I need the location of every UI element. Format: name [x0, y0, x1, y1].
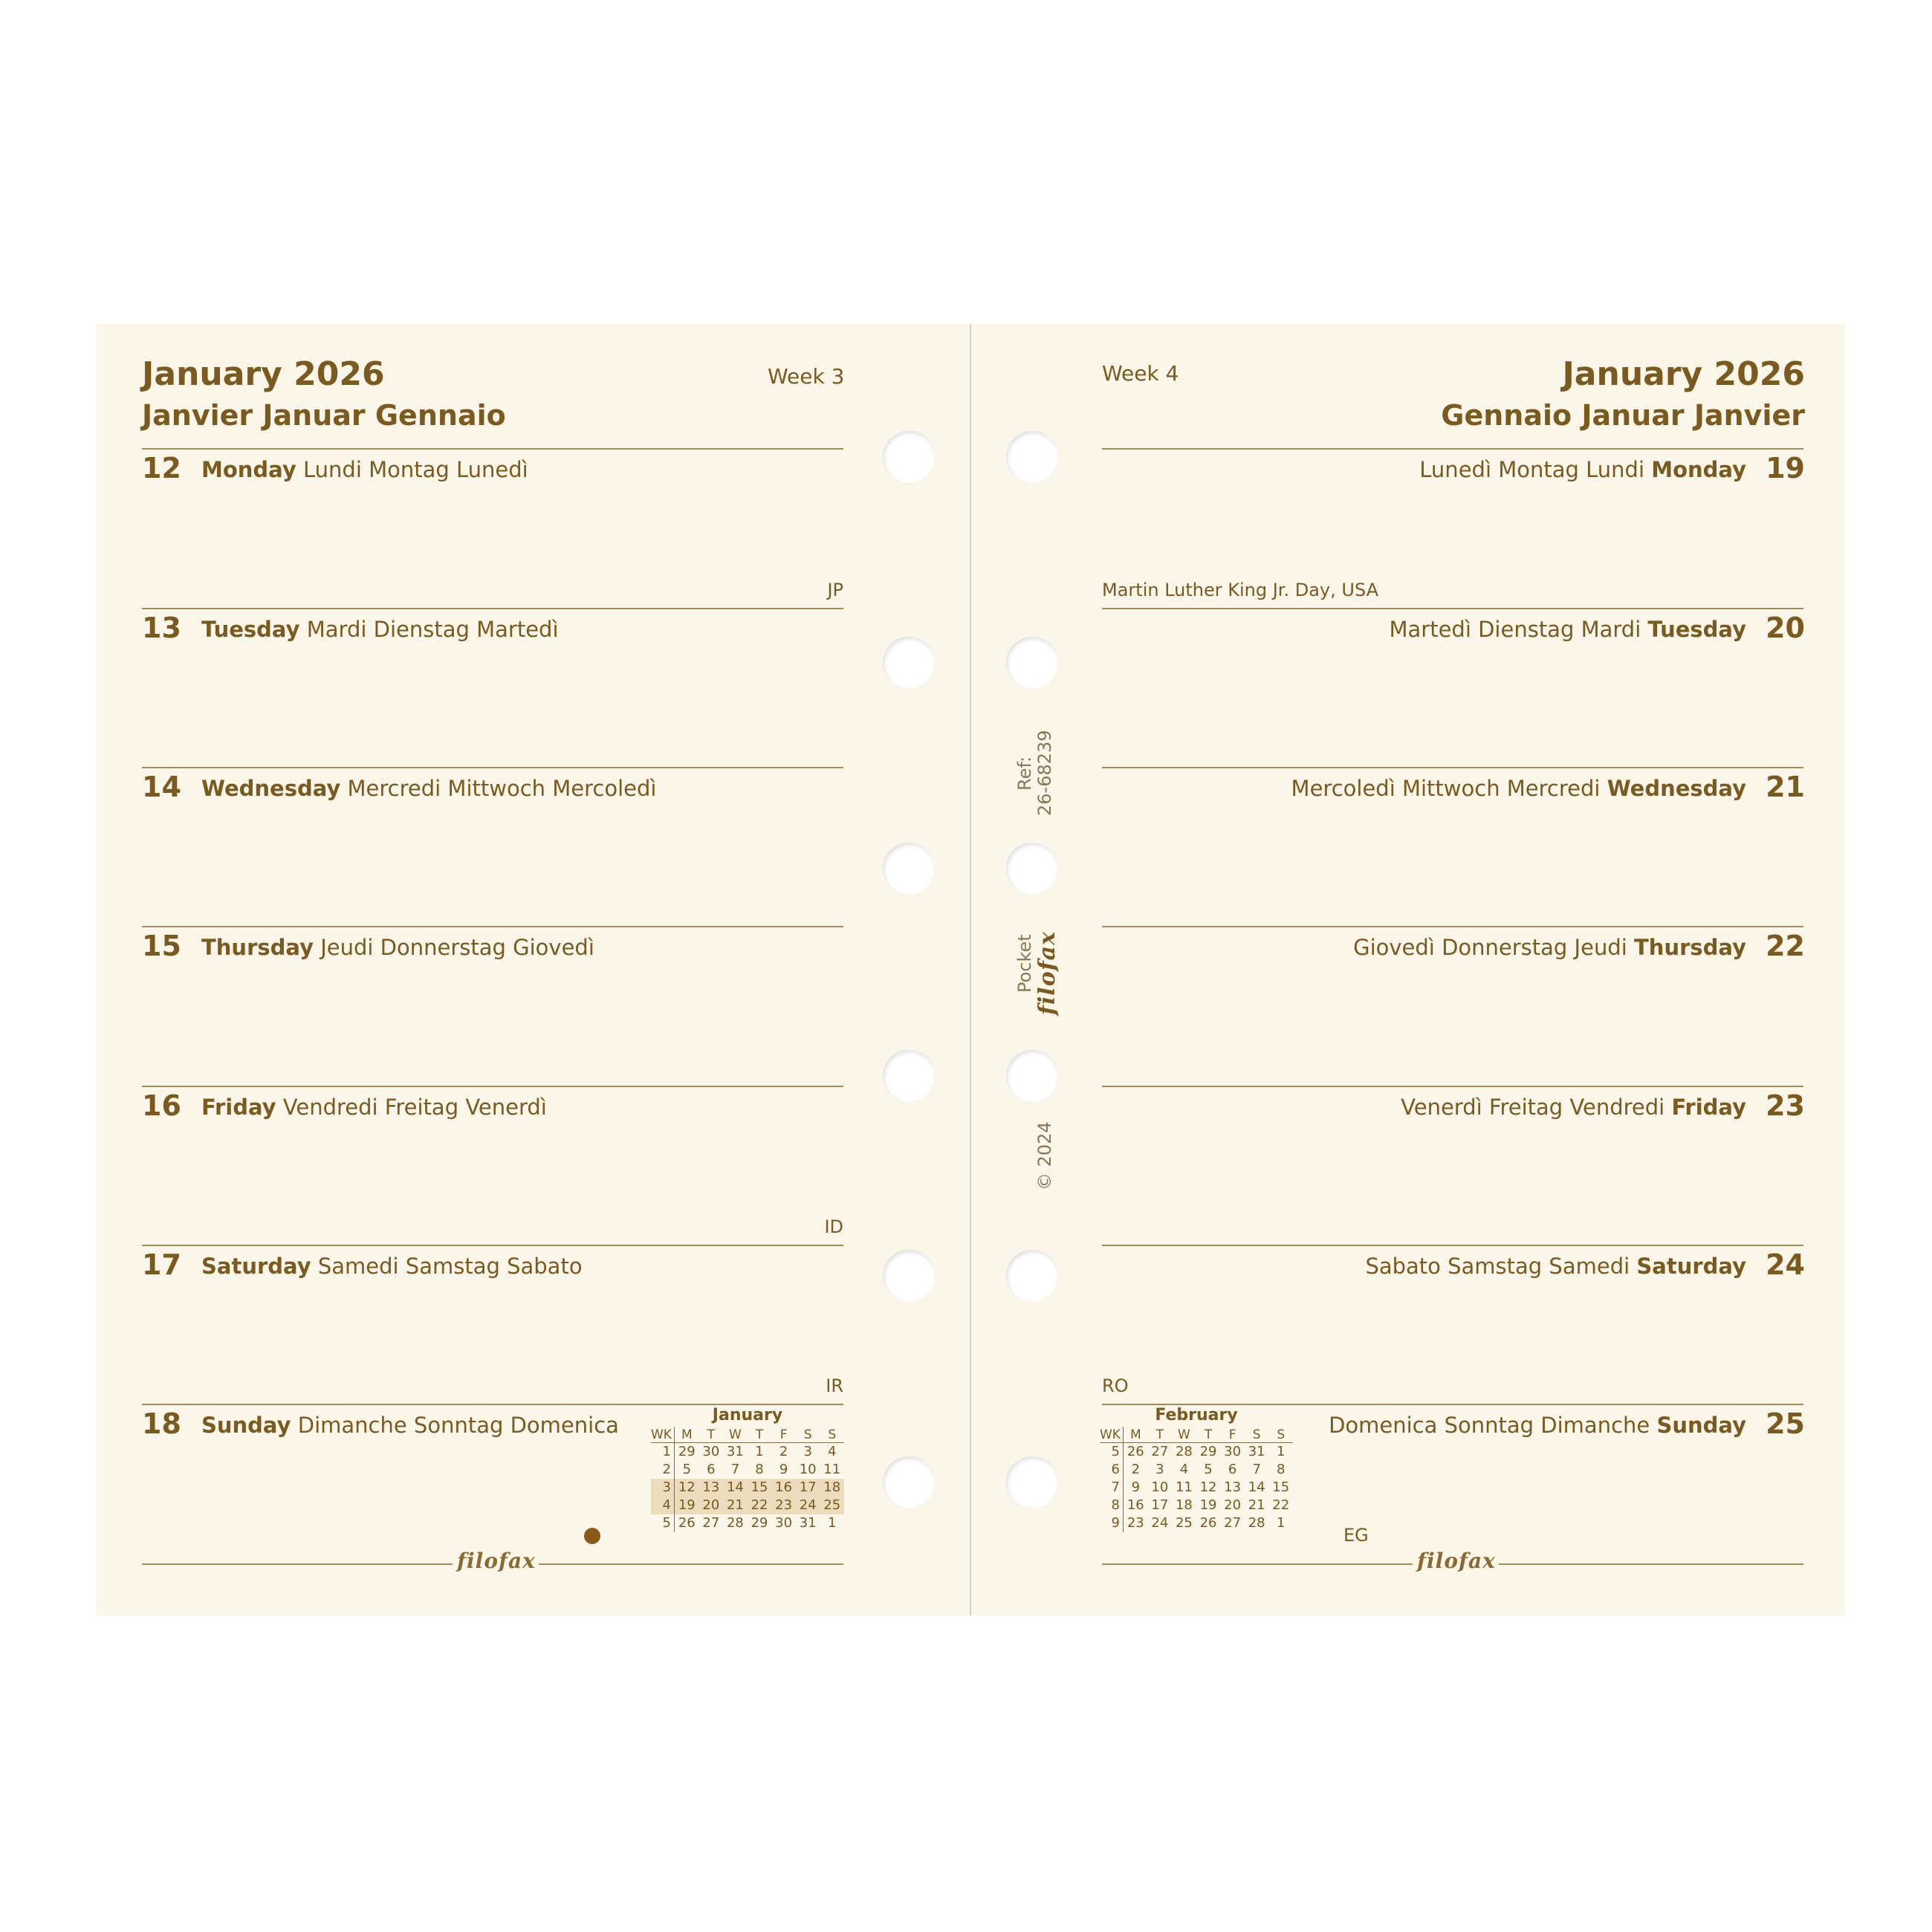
- left-footer-rule-b: [539, 1563, 843, 1565]
- spine-brand-logo: filofax: [1034, 931, 1060, 1015]
- day-rule: [142, 767, 843, 768]
- day-name: [1291, 776, 1746, 801]
- week-number: 5: [651, 1514, 675, 1532]
- mini-calendar-february: [1100, 1406, 1293, 1532]
- calendar-day: 9: [779, 1462, 788, 1477]
- week-number: 4: [651, 1497, 675, 1514]
- calendar-day: 12: [1199, 1479, 1217, 1495]
- spine-divider: [970, 324, 971, 1615]
- calendar-day: 27: [702, 1515, 720, 1531]
- day-number: 12: [142, 452, 181, 484]
- right-footer-rule-b: [1499, 1563, 1803, 1565]
- calendar-day: 21: [726, 1497, 744, 1513]
- day-name-translations: Mardi Dienstag Martedì: [299, 617, 559, 642]
- calendar-day: 18: [1175, 1497, 1193, 1513]
- current-week-dot: [584, 1528, 600, 1544]
- calendar-day: 31: [799, 1515, 817, 1531]
- left-week-label: Week 3: [768, 364, 845, 389]
- day-rule: [1102, 767, 1803, 768]
- calendar-day: 29: [678, 1444, 696, 1459]
- mini-calendar-week-row: [651, 1479, 844, 1497]
- calendar-day: 19: [678, 1497, 696, 1513]
- week-number: 6: [1100, 1461, 1124, 1479]
- calendar-day: 30: [775, 1515, 793, 1531]
- ring-hole: [883, 431, 935, 483]
- calendar-day: 26: [1127, 1444, 1144, 1459]
- mini-calendar-week-row: [1100, 1461, 1293, 1479]
- weekday-header: F: [779, 1427, 788, 1442]
- mini-calendar-january: [651, 1406, 844, 1532]
- calendar-day: 27: [1224, 1515, 1242, 1531]
- day-name-translations: Venerdì Freitag Vendredi: [1401, 1095, 1672, 1120]
- weekday-header: T: [755, 1427, 764, 1442]
- calendar-day: 29: [751, 1515, 768, 1531]
- ring-hole: [883, 1456, 935, 1508]
- calendar-day: 11: [823, 1462, 841, 1477]
- mini-calendar-title: February: [1155, 1406, 1238, 1424]
- calendar-day: 2: [1131, 1462, 1141, 1477]
- day-number: 15: [142, 930, 181, 962]
- calendar-day: 29: [1199, 1444, 1217, 1459]
- calendar-day: 23: [775, 1497, 793, 1513]
- calendar-day: 13: [702, 1479, 720, 1495]
- day-rule: [1102, 1404, 1803, 1405]
- day-name: [201, 1254, 583, 1279]
- day-name-primary: Sunday: [1656, 1413, 1746, 1438]
- day-name: [1419, 457, 1746, 482]
- weekday-header: S: [803, 1427, 812, 1442]
- calendar-day: 24: [1151, 1515, 1169, 1531]
- day-name-primary: Thursday: [1634, 935, 1746, 960]
- calendar-day: 15: [751, 1479, 768, 1495]
- day-name: [201, 1413, 619, 1438]
- mini-calendar-header-row: [1100, 1427, 1293, 1443]
- calendar-day: 28: [1248, 1515, 1265, 1531]
- weekday-header: T: [1204, 1427, 1213, 1442]
- day-name: [201, 776, 656, 801]
- day-number: 24: [1766, 1248, 1805, 1281]
- day-rule: [142, 448, 843, 450]
- day-number: 19: [1766, 452, 1805, 484]
- calendar-day: 12: [678, 1479, 696, 1495]
- week-column-header: WK: [651, 1427, 675, 1443]
- left-month-title: January 2026: [142, 355, 385, 393]
- mini-calendar-week-row: [1100, 1443, 1293, 1461]
- day-number: 22: [1766, 930, 1805, 962]
- calendar-day: 4: [828, 1444, 837, 1459]
- weekday-header: F: [1228, 1427, 1236, 1442]
- calendar-day: 22: [751, 1497, 768, 1513]
- day-name-primary: Monday: [201, 457, 296, 482]
- ring-hole: [1006, 843, 1058, 895]
- calendar-day: 3: [1155, 1462, 1164, 1477]
- day-name: [201, 457, 528, 482]
- week-number: 2: [651, 1461, 675, 1479]
- mini-calendar-week-row: [651, 1461, 844, 1479]
- calendar-day: 17: [1151, 1497, 1169, 1513]
- right-month-subtitle: Gennaio Januar Janvier: [1441, 399, 1805, 432]
- calendar-day: 23: [1127, 1515, 1144, 1531]
- spine-ref-label: Ref:: [1014, 756, 1035, 791]
- calendar-day: 14: [1248, 1479, 1265, 1495]
- day-rule: [1102, 608, 1803, 609]
- day-name-translations: Sabato Samstag Samedi: [1365, 1254, 1637, 1279]
- calendar-day: 20: [702, 1497, 720, 1513]
- calendar-day: 20: [1224, 1497, 1242, 1513]
- calendar-day: 10: [799, 1462, 817, 1477]
- week-number: 3: [651, 1479, 675, 1497]
- holiday-note: IR: [826, 1375, 843, 1396]
- right-week-label: Week 4: [1102, 361, 1179, 386]
- calendar-day: 16: [775, 1479, 793, 1495]
- day-number: 16: [142, 1089, 181, 1122]
- calendar-day: 31: [726, 1444, 744, 1459]
- calendar-day: 22: [1272, 1497, 1290, 1513]
- ring-hole: [883, 843, 935, 895]
- day-rule: [142, 1404, 843, 1405]
- calendar-day: 30: [1224, 1444, 1242, 1459]
- calendar-day: 4: [1179, 1462, 1189, 1477]
- spine-pocket-label: Pocket: [1014, 934, 1035, 993]
- holiday-note: JP: [827, 580, 843, 600]
- mini-calendar-header-row: [651, 1427, 844, 1443]
- day-name-translations: Mercoledì Mittwoch Mercredi: [1291, 776, 1607, 801]
- day-name-translations: Vendredi Freitag Venerdì: [276, 1095, 547, 1120]
- day-name-translations: Dimanche Sonntag Domenica: [291, 1413, 619, 1438]
- day-name-primary: Monday: [1651, 457, 1746, 482]
- ring-hole: [883, 637, 935, 689]
- weekday-header: M: [1129, 1427, 1141, 1442]
- ring-hole: [1006, 1050, 1058, 1102]
- mini-calendar-title: January: [712, 1406, 783, 1424]
- day-name-primary: Friday: [201, 1095, 276, 1120]
- day-name-primary: Sunday: [201, 1413, 291, 1438]
- right-footer-rule-a: [1102, 1563, 1413, 1565]
- day-name-translations: Martedì Dienstag Mardi: [1389, 617, 1648, 642]
- right-month-title: January 2026: [1562, 355, 1805, 393]
- left-footer-rule-a: [142, 1563, 453, 1565]
- calendar-day: 27: [1151, 1444, 1169, 1459]
- day-number: 14: [142, 771, 181, 803]
- day-name-primary: Saturday: [201, 1254, 311, 1279]
- day-name: [201, 617, 559, 642]
- calendar-day: 1: [1277, 1444, 1286, 1459]
- week-number: 5: [1100, 1443, 1124, 1461]
- week-column-header: WK: [1100, 1427, 1124, 1443]
- ring-hole: [1006, 1250, 1058, 1302]
- mini-calendar-week-row: [1100, 1479, 1293, 1497]
- day-name-translations: Mercredi Mittwoch Mercoledì: [340, 776, 657, 801]
- holiday-note: RO: [1102, 1375, 1129, 1396]
- calendar-day: 16: [1127, 1497, 1144, 1513]
- left-footer-logo: filofax: [457, 1549, 536, 1573]
- day-name-primary: Saturday: [1636, 1254, 1746, 1279]
- calendar-day: 19: [1199, 1497, 1217, 1513]
- calendar-day: 30: [702, 1444, 720, 1459]
- weekday-header: S: [828, 1427, 837, 1442]
- calendar-day: 25: [823, 1497, 841, 1513]
- calendar-day: 26: [1199, 1515, 1217, 1531]
- holiday-note: Martin Luther King Jr. Day, USA: [1102, 580, 1379, 600]
- calendar-day: 8: [755, 1462, 764, 1477]
- ring-hole: [1006, 637, 1058, 689]
- calendar-day: 28: [1175, 1444, 1193, 1459]
- day-name: [201, 1095, 547, 1120]
- day-name-translations: Domenica Sonntag Dimanche: [1329, 1413, 1657, 1438]
- day-name-primary: Thursday: [201, 935, 314, 960]
- calendar-day: 21: [1248, 1497, 1265, 1513]
- day-number: 18: [142, 1407, 181, 1440]
- calendar-day: 17: [799, 1479, 817, 1495]
- day-rule: [142, 1086, 843, 1087]
- day-number: 25: [1766, 1407, 1805, 1440]
- calendar-day: 18: [823, 1479, 841, 1495]
- day-name: [1329, 1413, 1746, 1438]
- calendar-day: 6: [707, 1462, 716, 1477]
- calendar-day: 5: [1204, 1462, 1213, 1477]
- day-number: 13: [142, 612, 181, 644]
- weekday-header: W: [1178, 1427, 1190, 1442]
- week-number: 1: [651, 1443, 675, 1461]
- calendar-day: 1: [828, 1515, 837, 1531]
- spine-copyright: © 2024: [1034, 1121, 1055, 1190]
- calendar-day: 7: [1252, 1462, 1261, 1477]
- weekday-header: S: [1252, 1427, 1261, 1442]
- week-number: 7: [1100, 1479, 1124, 1497]
- weekday-header: S: [1277, 1427, 1286, 1442]
- day-rule: [1102, 1245, 1803, 1246]
- calendar-day: 1: [755, 1444, 764, 1459]
- day-rule: [142, 926, 843, 927]
- day-name: [1365, 1254, 1746, 1279]
- calendar-day: 15: [1272, 1479, 1290, 1495]
- calendar-day: 5: [682, 1462, 692, 1477]
- holiday-note: ID: [824, 1216, 843, 1237]
- day-number: 23: [1766, 1089, 1805, 1122]
- calendar-day: 14: [726, 1479, 744, 1495]
- mini-calendar-week-row: [651, 1497, 844, 1514]
- mini-calendar-week-row: [651, 1443, 844, 1461]
- calendar-day: 2: [779, 1444, 788, 1459]
- calendar-day: 11: [1175, 1479, 1193, 1495]
- weekday-header: M: [681, 1427, 693, 1442]
- day-number: 17: [142, 1248, 181, 1281]
- calendar-day: 24: [799, 1497, 817, 1513]
- week-number: 8: [1100, 1497, 1124, 1514]
- calendar-day: 25: [1175, 1515, 1193, 1531]
- calendar-day: 28: [726, 1515, 744, 1531]
- week-number: 9: [1100, 1514, 1124, 1532]
- calendar-day: 3: [803, 1444, 812, 1459]
- spine-ref-code: 26-68239: [1034, 730, 1055, 816]
- ring-hole: [1006, 431, 1058, 483]
- weekday-header: T: [707, 1427, 716, 1442]
- calendar-day: 26: [678, 1515, 696, 1531]
- left-month-subtitle: Janvier Januar Gennaio: [142, 399, 506, 432]
- day-name-translations: Jeudi Donnerstag Giovedì: [313, 935, 594, 960]
- day-name: [1401, 1095, 1746, 1120]
- calendar-day: 13: [1224, 1479, 1242, 1495]
- ring-hole: [883, 1050, 935, 1102]
- day-name-primary: Friday: [1671, 1095, 1746, 1120]
- weekday-header: T: [1155, 1427, 1164, 1442]
- calendar-day: 9: [1131, 1479, 1141, 1495]
- right-footer-logo: filofax: [1417, 1549, 1496, 1573]
- day-name-primary: Wednesday: [201, 776, 341, 801]
- day-name-translations: Samedi Samstag Sabato: [311, 1254, 583, 1279]
- day-name-primary: Tuesday: [201, 617, 300, 642]
- ring-hole: [1006, 1456, 1058, 1508]
- weekday-header: W: [729, 1427, 742, 1442]
- holiday-note: EG: [1343, 1525, 1369, 1546]
- day-number: 20: [1766, 612, 1805, 644]
- day-name-translations: Giovedì Donnerstag Jeudi: [1353, 935, 1635, 960]
- day-name-translations: Lundi Montag Lunedì: [296, 457, 528, 482]
- calendar-day: 7: [730, 1462, 740, 1477]
- calendar-day: 1: [1277, 1515, 1286, 1531]
- day-name-translations: Lunedì Montag Lundi: [1419, 457, 1652, 482]
- calendar-day: 8: [1277, 1462, 1286, 1477]
- ring-hole: [883, 1250, 935, 1302]
- day-name-primary: Tuesday: [1647, 617, 1746, 642]
- day-number: 21: [1766, 771, 1805, 803]
- mini-calendar-week-row: [1100, 1514, 1293, 1532]
- day-name: [201, 935, 594, 960]
- day-rule: [142, 608, 843, 609]
- mini-calendar-week-row: [1100, 1497, 1293, 1514]
- day-name: [1389, 617, 1746, 642]
- calendar-day: 10: [1151, 1479, 1169, 1495]
- day-rule: [142, 1245, 843, 1246]
- calendar-day: 6: [1228, 1462, 1237, 1477]
- day-rule: [1102, 926, 1803, 927]
- mini-calendar-week-row: [651, 1514, 844, 1532]
- day-name-primary: Wednesday: [1607, 776, 1746, 801]
- day-rule: [1102, 448, 1803, 450]
- calendar-day: 31: [1248, 1444, 1265, 1459]
- day-rule: [1102, 1086, 1803, 1087]
- day-name: [1353, 935, 1746, 960]
